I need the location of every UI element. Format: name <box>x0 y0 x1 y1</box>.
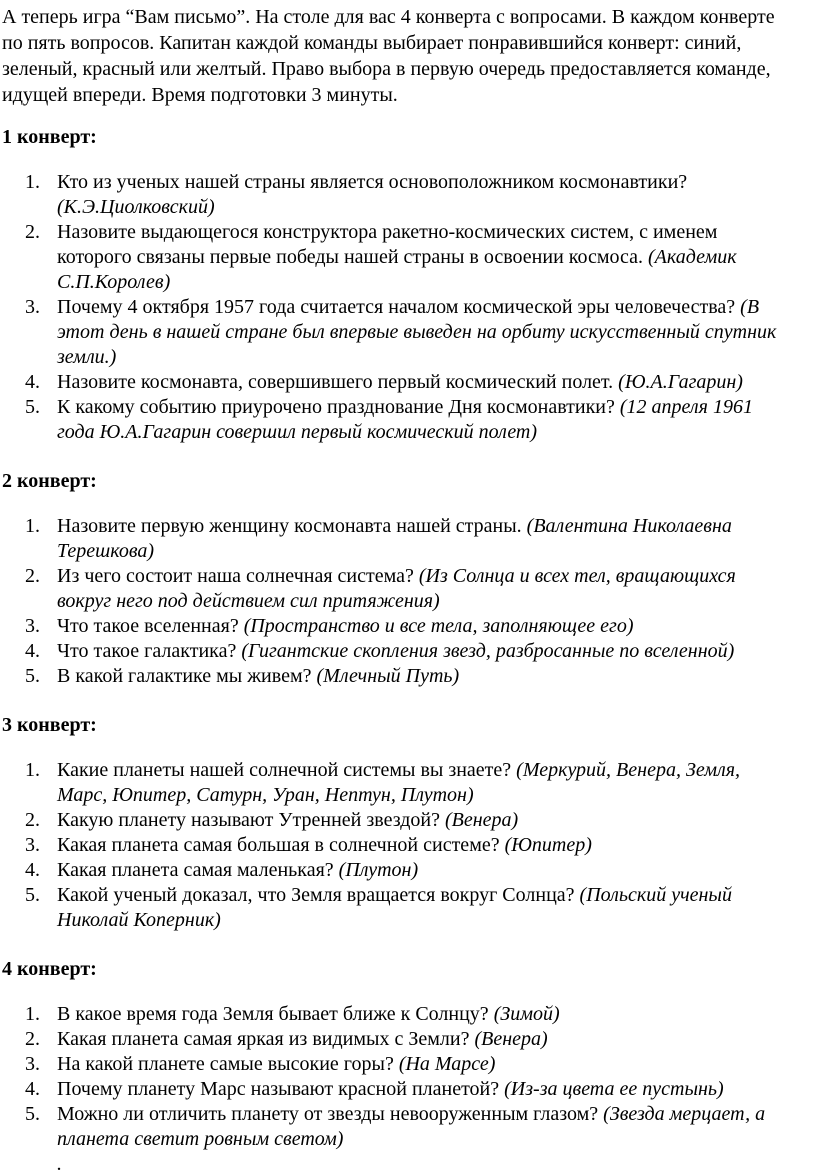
question-item <box>0 1002 816 1027</box>
question-line <box>57 220 816 245</box>
answer-text: (Пространство и все тела, заполняющее его) <box>243 615 634 637</box>
question-line <box>57 395 816 420</box>
question-number: 5. <box>25 884 40 906</box>
question-item <box>0 758 816 808</box>
question-line <box>57 614 816 639</box>
question-line <box>57 1102 816 1127</box>
question-number: 5. <box>25 665 40 687</box>
answer-text: (Ю.А.Гагарин) <box>618 371 743 393</box>
question-line <box>57 270 816 295</box>
question-line <box>57 1127 816 1152</box>
question-line <box>57 245 816 270</box>
question-text: Что такое вселенная? <box>57 615 244 637</box>
question-number: 1. <box>25 515 40 537</box>
question-text: Почему планету Марс называют красной планетой? <box>57 1078 505 1100</box>
answer-text: вокруг него под действием сил притяжения) <box>57 590 440 612</box>
answer-text: (Валентина Николаевна <box>526 515 732 537</box>
answer-text: (Меркурий, Венера, Земля, <box>516 759 741 781</box>
question-line <box>57 295 816 320</box>
question-text: Какой ученый доказал, что Земля вращается вокруг Солнца? <box>57 884 580 906</box>
question-item <box>0 295 816 370</box>
question-number: 1. <box>25 171 40 193</box>
answer-text: Терешкова) <box>57 540 155 562</box>
answer-text: (Юпитер) <box>504 834 592 856</box>
answer-text: (Зимой) <box>493 1003 560 1025</box>
question-line <box>57 1077 816 1102</box>
question-item <box>0 1052 816 1077</box>
question-item <box>0 395 816 445</box>
question-item <box>0 1102 816 1175</box>
answer-text: (Венера) <box>474 1028 548 1050</box>
question-item <box>0 564 816 614</box>
question-number: 4. <box>25 859 40 881</box>
question-number: 3. <box>25 834 40 856</box>
answer-text: . <box>57 1153 62 1175</box>
question-line <box>57 1152 816 1175</box>
question-item <box>0 833 816 858</box>
question-text: Из чего состоит наша солнечная система? <box>57 565 419 587</box>
answer-text: Марс, Юпитер, Сатурн, Уран, Нептун, Плутон) <box>57 784 474 806</box>
question-item <box>0 514 816 564</box>
question-line <box>57 370 816 395</box>
answer-text: (Из Солнца и всех тел, вращающихся <box>418 565 736 587</box>
question-line <box>57 858 816 883</box>
question-text: Какая планета самая маленькая? <box>57 859 339 881</box>
question-line <box>57 170 816 195</box>
question-list <box>0 1002 816 1175</box>
question-number: 2. <box>25 1028 40 1050</box>
envelope-heading: 2 конверт: <box>2 470 97 492</box>
answer-text: (Плутон) <box>338 859 419 881</box>
intro-line: А теперь игра “Вам письмо”. На столе для вас 4 конверта с вопросами. В каждом конверте <box>2 6 775 28</box>
answer-text: (Гигантские скопления звезд, разбросанные по вселенной) <box>241 640 735 662</box>
answer-text: (На Марсе) <box>398 1053 496 1075</box>
question-line <box>57 1002 816 1027</box>
envelope-heading: 4 конверт: <box>2 958 97 980</box>
answer-text: (Млечный Путь) <box>316 665 460 687</box>
question-line <box>57 808 816 833</box>
question-line <box>57 514 816 539</box>
question-number: 3. <box>25 615 40 637</box>
question-line <box>57 833 816 858</box>
question-line <box>57 345 816 370</box>
question-list <box>0 514 816 689</box>
question-number: 2. <box>25 809 40 831</box>
question-item <box>0 664 816 689</box>
question-text: Какая планета самая яркая из видимых с Земли? <box>57 1028 475 1050</box>
question-number: 3. <box>25 296 40 318</box>
question-line <box>57 664 816 689</box>
question-line <box>57 195 816 220</box>
question-number: 1. <box>25 1003 40 1025</box>
question-number: 5. <box>25 396 40 418</box>
question-line <box>57 320 816 345</box>
question-line <box>57 1052 816 1077</box>
question-text: В какой галактике мы живем? <box>57 665 317 687</box>
question-item <box>0 370 816 395</box>
question-text: Назовите первую женщину космонавта нашей страны. <box>57 515 527 537</box>
answer-text: земли.) <box>57 346 117 368</box>
question-text: К какому событию приурочено празднование Дня космонавтики? <box>57 396 620 418</box>
question-number: 4. <box>25 640 40 662</box>
answer-text: планета светит ровным светом) <box>57 1128 344 1150</box>
question-list <box>0 758 816 933</box>
question-item <box>0 170 816 220</box>
question-text: Что такое галактика? <box>57 640 242 662</box>
question-text: Какие планеты нашей солнечной системы вы знаете? <box>57 759 517 781</box>
answer-text: года Ю.А.Гагарин совершил первый космический полет) <box>57 421 538 443</box>
intro-line: по пять вопросов. Капитан каждой команды выбирает понравившийся конверт: синий, <box>2 32 742 54</box>
intro-paragraph <box>2 4 816 108</box>
question-line <box>57 420 816 445</box>
question-list <box>0 170 816 445</box>
question-number: 1. <box>25 759 40 781</box>
answer-text: (В <box>740 296 760 318</box>
answer-text: (К.Э.Циолковский) <box>57 196 215 218</box>
question-number: 2. <box>25 221 40 243</box>
question-line <box>57 783 816 808</box>
question-item <box>0 1027 816 1052</box>
answer-text: С.П.Королев) <box>57 271 171 293</box>
question-item <box>0 858 816 883</box>
question-number: 3. <box>25 1053 40 1075</box>
question-item <box>0 220 816 295</box>
intro-line: зеленый, красный или желтый. Право выбора в первую очередь предоставляется команде, <box>2 58 771 80</box>
envelope-heading: 3 конверт: <box>2 714 97 736</box>
question-line <box>57 1027 816 1052</box>
answer-text: (Звезда мерцает, а <box>603 1103 766 1125</box>
intro-line: идущей впереди. Время подготовки 3 минуты. <box>2 84 398 106</box>
question-number: 5. <box>25 1103 40 1125</box>
answer-text: (Из-за цвета ее пустынь) <box>504 1078 724 1100</box>
question-number: 4. <box>25 371 40 393</box>
question-line <box>57 639 816 664</box>
answer-text: (Польский ученый <box>579 884 732 906</box>
question-item <box>0 1077 816 1102</box>
answer-text: (12 апреля 1961 <box>619 396 753 418</box>
question-text: Почему 4 октября 1957 года считается началом космической эры человечества? <box>57 296 741 318</box>
envelope-heading: 1 конверт: <box>2 126 97 148</box>
answer-text: Николай Коперник) <box>57 909 221 931</box>
answer-text: (Венера) <box>445 809 519 831</box>
answer-text: этот день в нашей стране был впервые выведен на орбиту искусственный спутник <box>57 321 777 343</box>
question-item <box>0 639 816 664</box>
question-number: 4. <box>25 1078 40 1100</box>
question-text: Какая планета самая большая в солнечной системе? <box>57 834 505 856</box>
question-item <box>0 883 816 933</box>
question-line <box>57 564 816 589</box>
question-text: В какое время года Земля бывает ближе к Солнцу? <box>57 1003 494 1025</box>
question-text: На какой планете самые высокие горы? <box>57 1053 399 1075</box>
question-item <box>0 614 816 639</box>
question-text: которого связаны первые победы нашей страны в освоении космоса. <box>57 246 648 268</box>
answer-text: (Академик <box>648 246 737 268</box>
question-line <box>57 539 816 564</box>
question-line <box>57 589 816 614</box>
question-line <box>57 758 816 783</box>
question-line <box>57 883 816 908</box>
question-text: Можно ли отличить планету от звезды невооруженным глазом? <box>57 1103 604 1125</box>
question-text: Назовите космонавта, совершившего первый космический полет. <box>57 371 619 393</box>
question-text: Кто из ученых нашей страны является основоположником космонавтики? <box>57 171 688 193</box>
question-text: Назовите выдающегося конструктора ракетно-космических систем, с именем <box>57 221 718 243</box>
question-line <box>57 908 816 933</box>
question-item <box>0 808 816 833</box>
question-number: 2. <box>25 565 40 587</box>
question-text: Какую планету называют Утренней звездой? <box>57 809 445 831</box>
